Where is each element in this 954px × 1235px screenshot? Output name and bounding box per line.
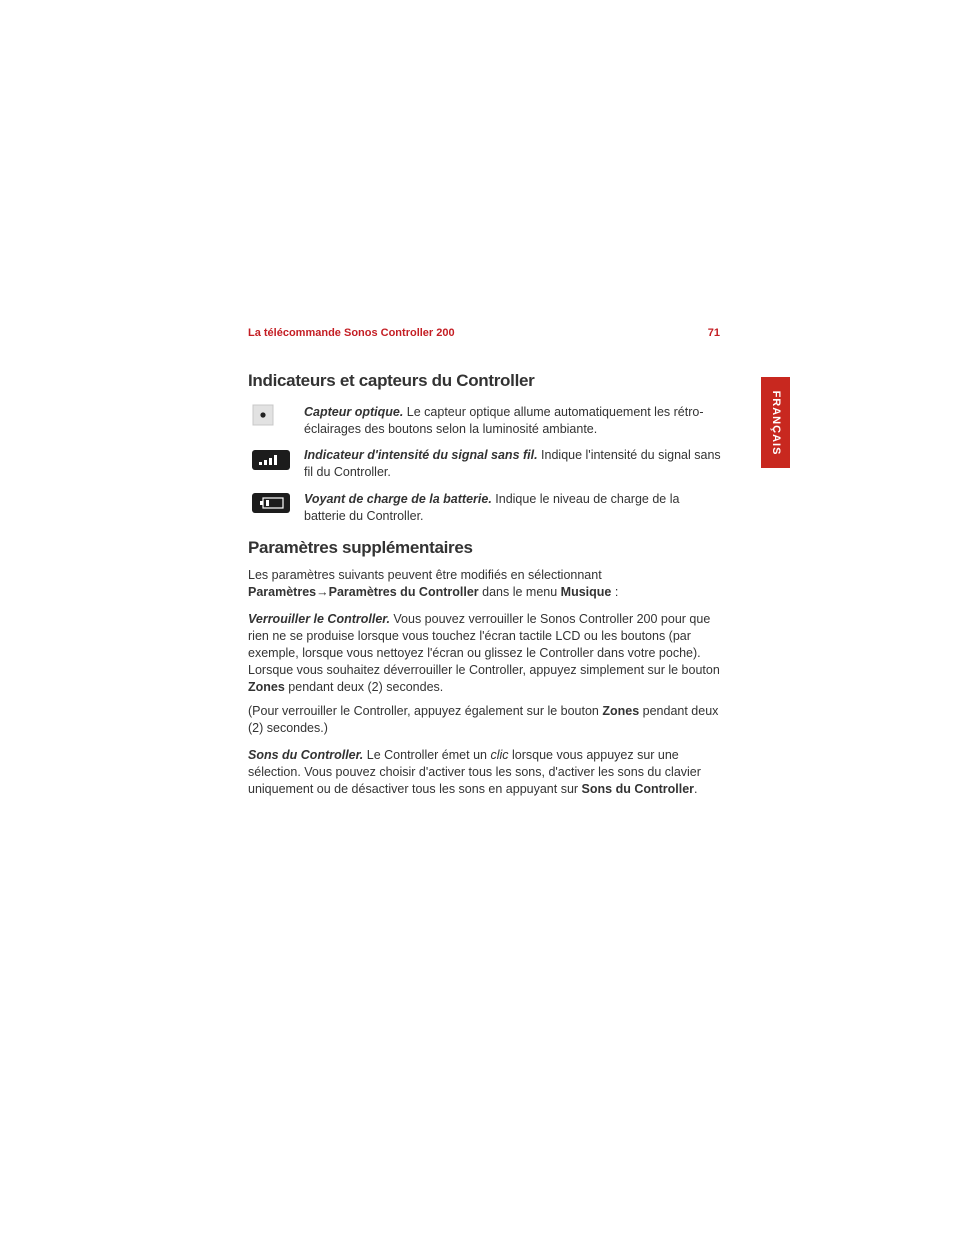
lock-paragraph bbox=[248, 611, 722, 696]
language-tab-label: FRANÇAIS bbox=[769, 390, 782, 455]
running-title: La télécommande Sonos Controller 200 bbox=[248, 327, 455, 339]
desc-optical: Le capteur optique allume automatiquement les rétro-éclairages des boutons selon la luminosité ambiante. bbox=[304, 405, 704, 436]
lock-term: Verrouiller le Controller. bbox=[248, 612, 390, 626]
indicator-item-signal bbox=[252, 447, 722, 481]
desc-battery: Indique le niveau de charge de la batterie du Controller. bbox=[304, 492, 680, 523]
term-optical: Capteur optique. bbox=[304, 405, 404, 419]
lock-note-paragraph bbox=[248, 703, 722, 737]
sounds-text-2: lorsque vous appuyez sur une sélection. Vous pouvez choisir d'activer tous les sons, d'activer les sons du clavier uniquement ou de désactiver tous les sons en appuyant sur bbox=[248, 748, 701, 796]
indicator-item-battery bbox=[252, 491, 722, 525]
sounds-controller: Sons du Controller bbox=[581, 782, 695, 796]
term-battery: Voyant de charge de la batterie. bbox=[304, 492, 492, 506]
optical-sensor-icon bbox=[252, 404, 274, 431]
intro-text-2: dans le menu bbox=[478, 585, 561, 599]
running-header bbox=[248, 327, 722, 339]
lock-text-2: pendant deux (2) secondes. bbox=[284, 680, 444, 694]
section-title-indicators: Indicateurs et capteurs du Controller bbox=[248, 371, 535, 390]
indicator-item-optical bbox=[252, 404, 722, 438]
lock-note-zones: Zones bbox=[602, 704, 640, 718]
arrow-icon: → bbox=[316, 585, 329, 599]
sounds-term: Sons du Controller. bbox=[248, 748, 364, 762]
section-title-settings: Paramètres supplémentaires bbox=[248, 538, 473, 557]
intro-settings-link: Paramètres bbox=[248, 585, 317, 599]
term-signal: Indicateur d'intensité du signal sans fil. bbox=[304, 448, 538, 462]
intro-controller-settings: Paramètres du Controller bbox=[328, 585, 479, 599]
intro-text-3: : bbox=[611, 585, 619, 599]
lock-text: Vous pouvez verrouiller le Sonos Controller 200 pour que rien ne se produise lorsque vous touchez l'écran tactile LCD ou les boutons (par exemple, lorsque vous nettoyez l'écran ou glissez le Controller dans votre poche). Lorsque vous souhaitez déverrouiller le Controller, appuyez simplement sur le bouton bbox=[248, 612, 720, 677]
language-tab bbox=[761, 377, 790, 468]
sounds-paragraph bbox=[248, 747, 722, 798]
page-number: 71 bbox=[707, 327, 720, 339]
intro-music-menu: Musique bbox=[560, 585, 612, 599]
sounds-click: clic bbox=[490, 748, 509, 762]
wireless-signal-icon bbox=[252, 450, 290, 475]
lock-zones: Zones bbox=[248, 680, 285, 694]
settings-intro bbox=[248, 567, 722, 601]
intro-text: Les paramètres suivants peuvent être modifiés en sélectionnant bbox=[248, 568, 602, 582]
desc-signal: Indique l'intensité du signal sans fil du Controller. bbox=[304, 448, 721, 479]
sounds-text: Le Controller émet un bbox=[363, 748, 491, 762]
lock-note-text: (Pour verrouiller le Controller, appuyez également sur le bouton bbox=[248, 704, 603, 718]
battery-icon bbox=[252, 493, 290, 518]
lock-note-text-2: pendant deux (2) secondes.) bbox=[248, 704, 719, 735]
sounds-text-3: . bbox=[694, 782, 698, 796]
